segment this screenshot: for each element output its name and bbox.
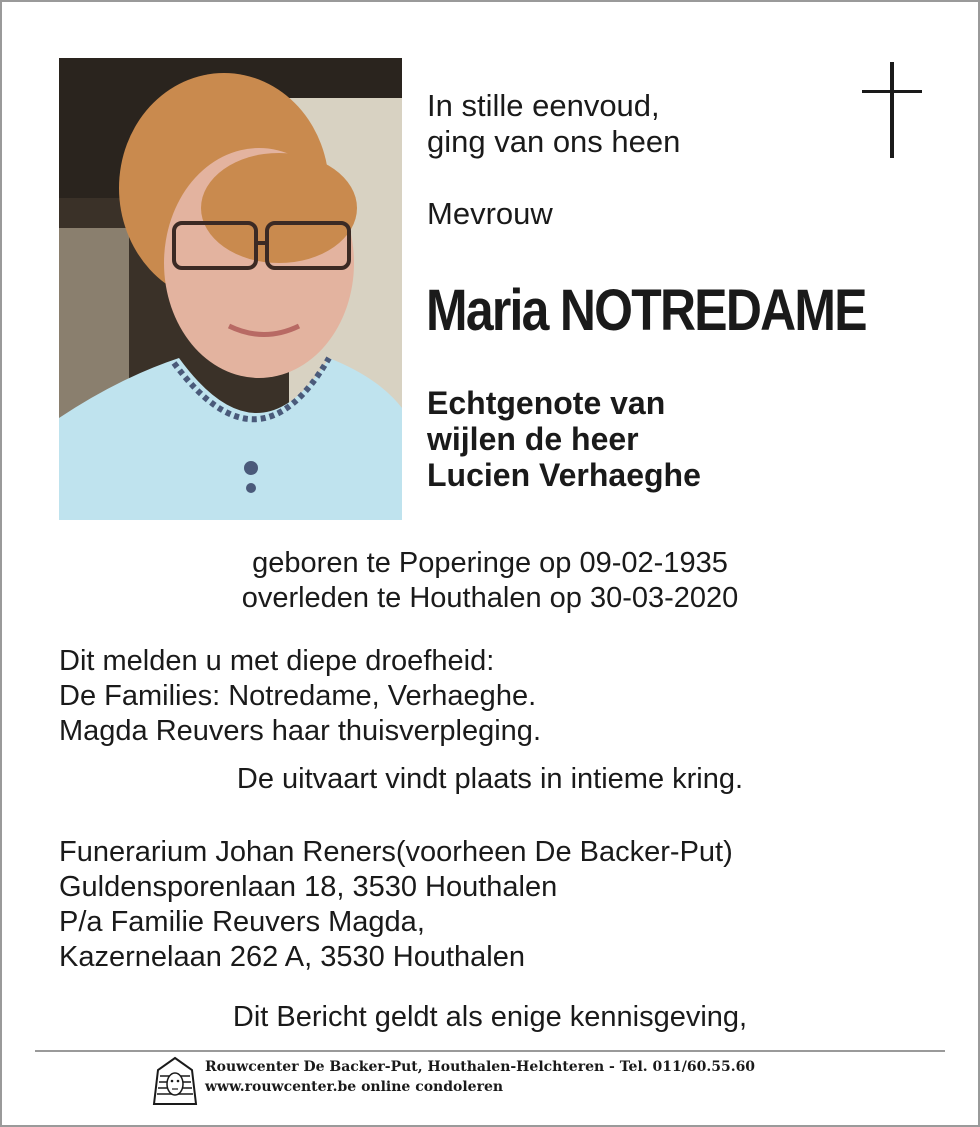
- spouse-line: wijlen de heer: [427, 421, 639, 457]
- portrait-photo: [59, 58, 402, 520]
- honorific: Mevrouw: [427, 196, 553, 231]
- address-block: [59, 835, 733, 975]
- footer-website[interactable]: www.rouwcenter.be online condoleren: [205, 1079, 504, 1095]
- spouse-info: [427, 385, 701, 493]
- cross-icon: [862, 62, 922, 158]
- address-line: P/a Familie Reuvers Magda,: [59, 906, 425, 938]
- address-line: Funerarium Johan Reners(voorheen De Backer-Put): [59, 836, 733, 868]
- intro-text: [427, 88, 680, 160]
- notification-block: [59, 644, 541, 749]
- pharaoh-logo-icon: [152, 1056, 198, 1106]
- life-dates: [0, 546, 980, 616]
- notification-line: Magda Reuvers haar thuisverpleging.: [59, 715, 541, 747]
- footer-divider: [35, 1050, 945, 1052]
- footer-info: [205, 1057, 755, 1097]
- closing-note: Dit Bericht geldt als enige kennisgeving,: [232, 1001, 748, 1033]
- notification-line: Dit melden u met diepe droefheid:: [59, 645, 495, 677]
- deceased-name: Maria NOTREDAME: [426, 278, 866, 343]
- intro-line: ging van ons heen: [427, 124, 681, 159]
- footer-contact: Rouwcenter De Backer-Put, Houthalen-Helchteren - Tel. 011/60.55.60: [205, 1059, 756, 1075]
- spouse-line: Lucien Verhaeghe: [427, 457, 701, 493]
- birth-line: geboren te Poperinge op 09-02-1935: [252, 547, 728, 579]
- notification-line: De Families: Notredame, Verhaeghe.: [59, 680, 537, 712]
- address-line: Kazernelaan 262 A, 3530 Houthalen: [59, 941, 525, 973]
- spouse-line: Echtgenote van: [427, 385, 666, 421]
- intro-line: In stille eenvoud,: [427, 88, 660, 123]
- funeral-note: De uitvaart vindt plaats in intieme kring.: [236, 763, 744, 795]
- address-line: Guldensporenlaan 18, 3530 Houthalen: [59, 871, 558, 903]
- death-line: overleden te Houthalen op 30-03-2020: [241, 582, 739, 614]
